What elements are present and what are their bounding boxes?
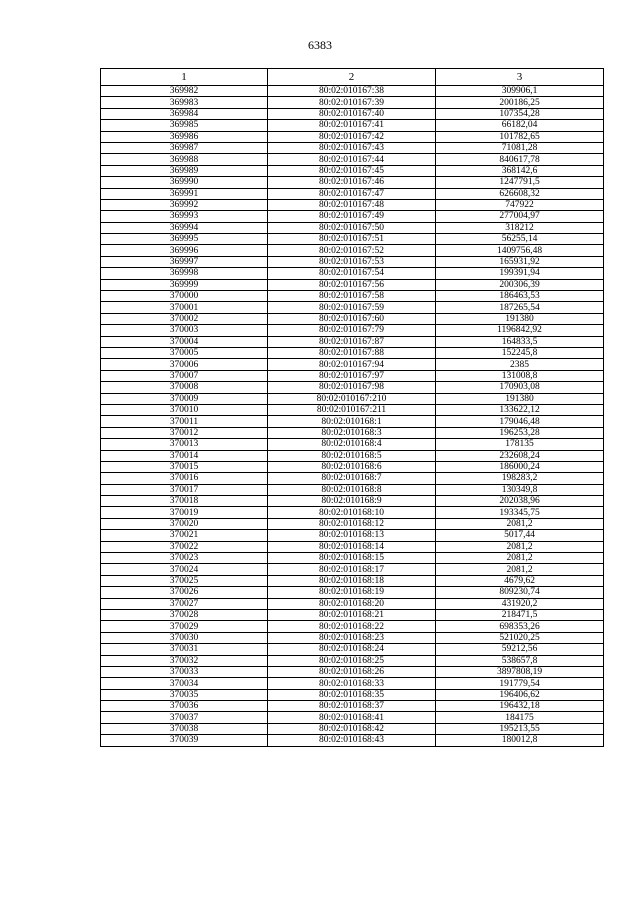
cell-cadastral-id: 80:02:010168:24 [268, 644, 436, 655]
cell-number: 370037 [101, 712, 268, 723]
cell-cadastral-id: 80:02:010167:79 [268, 325, 436, 336]
cell-number: 370023 [101, 553, 268, 564]
cell-cadastral-id: 80:02:010168:14 [268, 541, 436, 552]
cell-cadastral-id: 80:02:010168:3 [268, 427, 436, 438]
cell-number: 370017 [101, 484, 268, 495]
cell-number: 370033 [101, 666, 268, 677]
table-row [101, 245, 604, 256]
cell-number: 370019 [101, 507, 268, 518]
cell-value: 198283,2 [436, 473, 604, 484]
table-row [101, 678, 604, 689]
column-header-3: 3 [436, 69, 604, 86]
page-number: 6383 [308, 38, 332, 52]
cell-cadastral-id: 80:02:010167:39 [268, 97, 436, 108]
table-row [101, 404, 604, 415]
cell-value: 107354,28 [436, 108, 604, 119]
cell-cadastral-id: 80:02:010167:44 [268, 154, 436, 165]
cell-number: 369992 [101, 199, 268, 210]
table-row [101, 507, 604, 518]
table-row [101, 644, 604, 655]
cell-value: 196432,18 [436, 701, 604, 712]
cell-value: 200306,39 [436, 279, 604, 290]
table-row [101, 587, 604, 598]
table-row [101, 530, 604, 541]
cell-number: 370031 [101, 644, 268, 655]
cell-number: 370035 [101, 689, 268, 700]
table-row [101, 313, 604, 324]
table-row [101, 621, 604, 632]
cell-number: 370036 [101, 701, 268, 712]
table-row [101, 177, 604, 188]
table-row [101, 416, 604, 427]
cell-cadastral-id: 80:02:010168:6 [268, 461, 436, 472]
cell-number: 369994 [101, 222, 268, 233]
cell-value: 318212 [436, 222, 604, 233]
table-row [101, 165, 604, 176]
cell-cadastral-id: 80:02:010168:15 [268, 553, 436, 564]
cell-number: 370024 [101, 564, 268, 575]
table-row [101, 598, 604, 609]
cell-value: 193345,75 [436, 507, 604, 518]
cell-number: 369991 [101, 188, 268, 199]
table-row [101, 427, 604, 438]
cell-cadastral-id: 80:02:010167:53 [268, 256, 436, 267]
cell-cadastral-id: 80:02:010168:22 [268, 621, 436, 632]
cell-cadastral-id: 80:02:010168:9 [268, 496, 436, 507]
cell-cadastral-id: 80:02:010167:40 [268, 108, 436, 119]
table-row [101, 108, 604, 119]
table-row [101, 131, 604, 142]
cell-cadastral-id: 80:02:010168:5 [268, 450, 436, 461]
cell-number: 370022 [101, 541, 268, 552]
cell-number: 369986 [101, 131, 268, 142]
cell-cadastral-id: 80:02:010168:41 [268, 712, 436, 723]
cell-value: 200186,25 [436, 97, 604, 108]
cell-cadastral-id: 80:02:010168:10 [268, 507, 436, 518]
cell-number: 369988 [101, 154, 268, 165]
cell-cadastral-id: 80:02:010167:211 [268, 404, 436, 415]
cell-number: 370006 [101, 359, 268, 370]
cell-number: 370005 [101, 347, 268, 358]
table-row [101, 484, 604, 495]
cell-cadastral-id: 80:02:010168:12 [268, 518, 436, 529]
cell-cadastral-id: 80:02:010168:43 [268, 735, 436, 746]
cell-value: 309906,1 [436, 86, 604, 97]
cell-value: 809230,74 [436, 587, 604, 598]
cell-value: 218471,5 [436, 609, 604, 620]
cell-number: 369989 [101, 165, 268, 176]
cell-number: 369997 [101, 256, 268, 267]
cell-number: 370025 [101, 575, 268, 586]
cell-cadastral-id: 80:02:010167:42 [268, 131, 436, 142]
cell-value: 199391,94 [436, 268, 604, 279]
cell-number: 370001 [101, 302, 268, 313]
cell-number: 370039 [101, 735, 268, 746]
cell-cadastral-id: 80:02:010167:88 [268, 347, 436, 358]
cell-number: 370013 [101, 439, 268, 450]
cell-value: 2081,2 [436, 518, 604, 529]
cell-cadastral-id: 80:02:010167:43 [268, 142, 436, 153]
cell-cadastral-id: 80:02:010168:42 [268, 723, 436, 734]
cell-cadastral-id: 80:02:010168:23 [268, 632, 436, 643]
cell-value: 180012,8 [436, 735, 604, 746]
cell-number: 370014 [101, 450, 268, 461]
cell-number: 370015 [101, 461, 268, 472]
table-row [101, 655, 604, 666]
cell-number: 370030 [101, 632, 268, 643]
cell-value: 1409756,48 [436, 245, 604, 256]
cell-number: 370003 [101, 325, 268, 336]
cell-cadastral-id: 80:02:010167:58 [268, 291, 436, 302]
cell-value: 2081,2 [436, 564, 604, 575]
cell-cadastral-id: 80:02:010168:37 [268, 701, 436, 712]
table-row [101, 86, 604, 97]
table-row [101, 735, 604, 746]
cell-value: 195213,55 [436, 723, 604, 734]
cell-cadastral-id: 80:02:010168:35 [268, 689, 436, 700]
cell-number: 369987 [101, 142, 268, 153]
cell-value: 191779,54 [436, 678, 604, 689]
cell-number: 370029 [101, 621, 268, 632]
cell-value: 191380 [436, 393, 604, 404]
cell-number: 370007 [101, 370, 268, 381]
table-row [101, 473, 604, 484]
cell-cadastral-id: 80:02:010167:50 [268, 222, 436, 233]
cell-value: 186000,24 [436, 461, 604, 472]
cell-cadastral-id: 80:02:010167:48 [268, 199, 436, 210]
table-row [101, 234, 604, 245]
cell-value: 179046,48 [436, 416, 604, 427]
table-row [101, 359, 604, 370]
cell-value: 187265,54 [436, 302, 604, 313]
cell-cadastral-id: 80:02:010167:51 [268, 234, 436, 245]
cell-value: 71081,28 [436, 142, 604, 153]
cell-number: 369984 [101, 108, 268, 119]
cell-value: 538657,8 [436, 655, 604, 666]
cell-value: 130349,8 [436, 484, 604, 495]
cell-cadastral-id: 80:02:010167:46 [268, 177, 436, 188]
cell-number: 370032 [101, 655, 268, 666]
column-header-2: 2 [268, 69, 436, 86]
table-row [101, 291, 604, 302]
cell-cadastral-id: 80:02:010167:38 [268, 86, 436, 97]
cell-number: 369993 [101, 211, 268, 222]
table-row [101, 142, 604, 153]
cell-cadastral-id: 80:02:010168:19 [268, 587, 436, 598]
table-row [101, 450, 604, 461]
table-row [101, 347, 604, 358]
cell-number: 370010 [101, 404, 268, 415]
table-row [101, 154, 604, 165]
cell-number: 370000 [101, 291, 268, 302]
cell-number: 370018 [101, 496, 268, 507]
cell-value: 521020,25 [436, 632, 604, 643]
cell-value: 59212,56 [436, 644, 604, 655]
cell-value: 431920,2 [436, 598, 604, 609]
column-header-1: 1 [101, 69, 268, 86]
table-row [101, 701, 604, 712]
cell-value: 4679,62 [436, 575, 604, 586]
table-row [101, 120, 604, 131]
cell-value: 202038,96 [436, 496, 604, 507]
cell-cadastral-id: 80:02:010167:45 [268, 165, 436, 176]
cell-number: 370011 [101, 416, 268, 427]
table-row [101, 439, 604, 450]
cell-value: 178135 [436, 439, 604, 450]
cell-value: 1196842,92 [436, 325, 604, 336]
cell-value: 152245,8 [436, 347, 604, 358]
table-row [101, 518, 604, 529]
cell-cadastral-id: 80:02:010167:94 [268, 359, 436, 370]
table-row [101, 222, 604, 233]
cell-number: 369982 [101, 86, 268, 97]
table-row [101, 268, 604, 279]
cell-number: 370012 [101, 427, 268, 438]
cell-value: 626608,32 [436, 188, 604, 199]
cell-number: 369990 [101, 177, 268, 188]
cell-value: 368142,6 [436, 165, 604, 176]
table-header-row [101, 69, 604, 86]
cell-value: 747922 [436, 199, 604, 210]
cell-value: 2385 [436, 359, 604, 370]
table-row [101, 666, 604, 677]
cell-value: 2081,2 [436, 553, 604, 564]
cell-value: 66182,04 [436, 120, 604, 131]
cell-value: 101782,65 [436, 131, 604, 142]
cell-cadastral-id: 80:02:010168:13 [268, 530, 436, 541]
cell-cadastral-id: 80:02:010168:26 [268, 666, 436, 677]
cell-number: 370034 [101, 678, 268, 689]
table-row [101, 325, 604, 336]
table-row [101, 496, 604, 507]
cell-value: 5017,44 [436, 530, 604, 541]
cell-cadastral-id: 80:02:010168:18 [268, 575, 436, 586]
cell-value: 840617,78 [436, 154, 604, 165]
cell-number: 370038 [101, 723, 268, 734]
table-row [101, 723, 604, 734]
cell-cadastral-id: 80:02:010167:47 [268, 188, 436, 199]
cell-cadastral-id: 80:02:010167:60 [268, 313, 436, 324]
table-row [101, 211, 604, 222]
cell-cadastral-id: 80:02:010168:4 [268, 439, 436, 450]
table-row [101, 712, 604, 723]
cell-value: 196406,62 [436, 689, 604, 700]
cell-value: 196253,28 [436, 427, 604, 438]
cell-cadastral-id: 80:02:010168:33 [268, 678, 436, 689]
table-row [101, 370, 604, 381]
cell-number: 370026 [101, 587, 268, 598]
table-row [101, 575, 604, 586]
cell-number: 370020 [101, 518, 268, 529]
cell-value: 277004,97 [436, 211, 604, 222]
cell-number: 370016 [101, 473, 268, 484]
cell-value: 3897808,19 [436, 666, 604, 677]
table-row [101, 461, 604, 472]
cell-cadastral-id: 80:02:010168:25 [268, 655, 436, 666]
cell-value: 170903,08 [436, 382, 604, 393]
cell-value: 191380 [436, 313, 604, 324]
table-row [101, 564, 604, 575]
cell-number: 370028 [101, 609, 268, 620]
cell-value: 133622,12 [436, 404, 604, 415]
cell-number: 370008 [101, 382, 268, 393]
cell-number: 369985 [101, 120, 268, 131]
cell-value: 2081,2 [436, 541, 604, 552]
cell-cadastral-id: 80:02:010167:54 [268, 268, 436, 279]
table-row [101, 541, 604, 552]
cell-cadastral-id: 80:02:010167:41 [268, 120, 436, 131]
cell-cadastral-id: 80:02:010168:7 [268, 473, 436, 484]
table-row [101, 553, 604, 564]
cell-cadastral-id: 80:02:010168:20 [268, 598, 436, 609]
cell-number: 369995 [101, 234, 268, 245]
cell-cadastral-id: 80:02:010167:59 [268, 302, 436, 313]
cell-value: 698353,26 [436, 621, 604, 632]
cell-cadastral-id: 80:02:010168:21 [268, 609, 436, 620]
cell-cadastral-id: 80:02:010167:49 [268, 211, 436, 222]
cell-number: 370027 [101, 598, 268, 609]
table-row [101, 393, 604, 404]
table-row [101, 336, 604, 347]
cell-value: 165931,92 [436, 256, 604, 267]
cell-number: 369996 [101, 245, 268, 256]
cell-cadastral-id: 80:02:010168:8 [268, 484, 436, 495]
cell-cadastral-id: 80:02:010168:1 [268, 416, 436, 427]
cell-value: 1247791,5 [436, 177, 604, 188]
cell-value: 184175 [436, 712, 604, 723]
table-row [101, 382, 604, 393]
table-row [101, 188, 604, 199]
table-row [101, 632, 604, 643]
table-row [101, 256, 604, 267]
cell-value: 56255,14 [436, 234, 604, 245]
cell-number: 369998 [101, 268, 268, 279]
cell-cadastral-id: 80:02:010167:98 [268, 382, 436, 393]
cell-number: 370009 [101, 393, 268, 404]
table-row [101, 609, 604, 620]
table-row [101, 302, 604, 313]
table-row [101, 199, 604, 210]
data-table [100, 68, 604, 747]
cell-number: 370002 [101, 313, 268, 324]
table-row [101, 689, 604, 700]
cell-value: 164833,5 [436, 336, 604, 347]
cell-value: 186463,53 [436, 291, 604, 302]
cell-number: 370021 [101, 530, 268, 541]
cell-cadastral-id: 80:02:010167:56 [268, 279, 436, 290]
cell-number: 369983 [101, 97, 268, 108]
cell-cadastral-id: 80:02:010167:97 [268, 370, 436, 381]
cell-cadastral-id: 80:02:010167:52 [268, 245, 436, 256]
cell-cadastral-id: 80:02:010167:87 [268, 336, 436, 347]
cell-value: 131008,8 [436, 370, 604, 381]
table-body [101, 86, 604, 747]
cell-value: 232608,24 [436, 450, 604, 461]
cell-cadastral-id: 80:02:010167:210 [268, 393, 436, 404]
table-row [101, 97, 604, 108]
table-row [101, 279, 604, 290]
cell-number: 370004 [101, 336, 268, 347]
cell-number: 369999 [101, 279, 268, 290]
cell-cadastral-id: 80:02:010168:17 [268, 564, 436, 575]
